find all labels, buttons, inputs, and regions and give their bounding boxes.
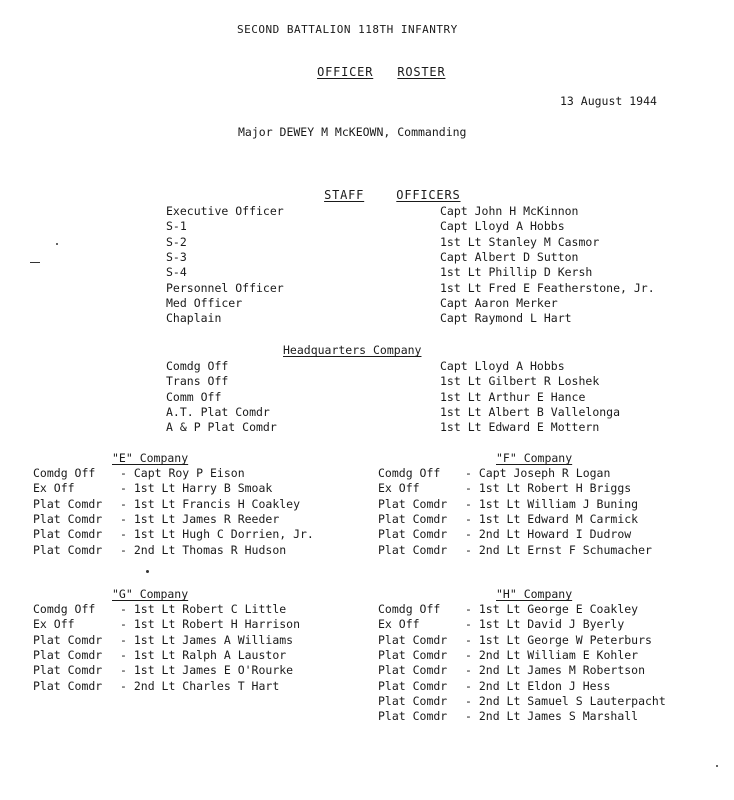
position-title: Ex Off: [378, 617, 420, 632]
scan-speck: [30, 262, 40, 263]
officer-name: - 2nd Lt Thomas R Hudson: [120, 542, 287, 557]
officer-name: Capt Albert D Sutton: [440, 249, 579, 264]
position-title: Plat Comdr: [378, 693, 448, 708]
position-title: Plat Comdr: [33, 527, 103, 542]
officer-name: - 2nd Lt James S Marshall: [465, 709, 639, 724]
officer-name: - 1st Lt Robert C Little: [120, 602, 287, 616]
officer-name: 1st Lt Gilbert R Loshek: [440, 374, 600, 389]
officer-name: - 2nd Lt Ernst F Schumacher: [465, 542, 652, 557]
position-title: Plat Comdr: [378, 709, 448, 724]
officer-name: - 1st Lt George W Peterburs: [465, 632, 652, 647]
officer-name: 1st Lt Fred E Featherstone, Jr.: [440, 280, 655, 295]
staff-officers-heading: [308, 173, 461, 203]
position-title: Plat Comdr: [33, 632, 103, 647]
position-title: Plat Comdr: [33, 678, 103, 693]
officer-name: - 1st Lt Edward M Carmick: [465, 511, 639, 526]
position-title: Ex Off: [33, 481, 75, 496]
hq-company-heading: Headquarters Company: [283, 343, 422, 357]
officer-name: - 1st Lt James E O'Rourke: [120, 663, 294, 678]
h-company-heading: "H" Company: [496, 587, 573, 601]
position-title: S-2: [166, 234, 187, 249]
officer-name: - 2nd Lt Eldon J Hess: [465, 678, 611, 693]
officer-name: - 1st Lt James R Reeder: [120, 511, 280, 526]
officer-name: - 1st Lt George E Coakley: [465, 602, 639, 616]
officer-name: 1st Lt Phillip D Kersh: [440, 265, 593, 280]
officer-name: 1st Lt Edward E Mottern: [440, 420, 600, 435]
position-title: A.T. Plat Comdr: [166, 404, 270, 419]
officer-name: - 1st Lt James A Williams: [120, 632, 294, 647]
officer-name: 1st Lt Arthur E Hance: [440, 389, 586, 404]
scan-speck: [716, 765, 718, 767]
position-title: Plat Comdr: [33, 542, 103, 557]
position-title: Chaplain: [166, 311, 222, 326]
g-company-heading: "G" Company: [112, 587, 189, 601]
position-title: Comdg Off: [33, 602, 96, 616]
officer-name: - 2nd Lt Samuel S Lauterpacht: [465, 693, 666, 708]
scan-speck: [56, 243, 58, 245]
position-title: Plat Comdr: [378, 511, 448, 526]
position-title: Plat Comdr: [378, 663, 448, 678]
position-title: Plat Comdr: [33, 496, 103, 511]
commanding-officer: Major DEWEY M McKEOWN, Commanding: [238, 125, 467, 139]
officer-name: - 1st Lt Francis H Coakley: [120, 496, 301, 511]
position-title: Comm Off: [166, 389, 222, 404]
officer-name: - 1st Lt Hugh C Dorrien, Jr.: [120, 527, 314, 542]
position-title: Plat Comdr: [378, 678, 448, 693]
position-title: Comdg Off: [378, 602, 441, 616]
officer-name: 1st Lt Albert B Vallelonga: [440, 404, 621, 419]
officer-name: - Capt Joseph R Logan: [465, 466, 611, 480]
roster-title-word-officer: OFFICER: [317, 65, 374, 79]
position-title: Plat Comdr: [378, 496, 448, 511]
position-title: Personnel Officer: [166, 280, 284, 295]
scan-speck: [146, 570, 149, 573]
unit-title: SECOND BATTALION 118TH INFANTRY: [237, 23, 458, 36]
position-title: Ex Off: [378, 481, 420, 496]
staff-heading-word-staff: STAFF: [324, 188, 365, 202]
officer-name: - 2nd Lt Charles T Hart: [120, 678, 280, 693]
officer-name: - 1st Lt David J Byerly: [465, 617, 625, 632]
position-title: Ex Off: [33, 617, 75, 632]
position-title: S-1: [166, 219, 187, 234]
roster-title: [301, 50, 445, 80]
position-title: Plat Comdr: [33, 511, 103, 526]
officer-name: - 1st Lt William J Buning: [465, 496, 639, 511]
officer-name: - 1st Lt Robert H Briggs: [465, 481, 632, 496]
officer-name: Capt John H McKinnon: [440, 204, 579, 218]
officer-name: - 2nd Lt William E Kohler: [465, 647, 639, 662]
officer-name: - 1st Lt Robert H Harrison: [120, 617, 301, 632]
roster-date: 13 August 1944: [560, 94, 657, 108]
position-title: Plat Comdr: [378, 632, 448, 647]
roster-title-word-roster: ROSTER: [397, 65, 446, 79]
officer-name: - 2nd Lt Howard I Dudrow: [465, 527, 632, 542]
position-title: Plat Comdr: [378, 542, 448, 557]
position-title: Med Officer: [166, 295, 243, 310]
position-title: Comdg Off: [166, 359, 229, 373]
position-title: S-4: [166, 265, 187, 280]
position-title: Comdg Off: [33, 466, 96, 480]
officer-name: 1st Lt Stanley M Casmor: [440, 234, 600, 249]
position-title: S-3: [166, 249, 187, 264]
officer-name: Capt Lloyd A Hobbs: [440, 219, 565, 234]
position-title: Plat Comdr: [33, 647, 103, 662]
position-title: Trans Off: [166, 374, 229, 389]
position-title: Comdg Off: [378, 466, 441, 480]
position-title: Plat Comdr: [378, 647, 448, 662]
officer-name: - 1st Lt Ralph A Laustor: [120, 647, 287, 662]
officer-name: Capt Aaron Merker: [440, 295, 558, 310]
officer-name: - 2nd Lt James M Robertson: [465, 663, 646, 678]
officer-name: - 1st Lt Harry B Smoak: [120, 481, 273, 496]
position-title: Plat Comdr: [378, 527, 448, 542]
e-company-heading: "E" Company: [112, 451, 189, 465]
officer-name: Capt Raymond L Hart: [440, 311, 572, 326]
officer-name: Capt Lloyd A Hobbs: [440, 359, 565, 373]
position-title: A & P Plat Comdr: [166, 420, 277, 435]
officer-name: - Capt Roy P Eison: [120, 466, 245, 480]
staff-heading-word-officers: OFFICERS: [396, 188, 461, 202]
position-title: Plat Comdr: [33, 663, 103, 678]
position-title: Executive Officer: [166, 204, 284, 218]
f-company-heading: "F" Company: [496, 451, 573, 465]
